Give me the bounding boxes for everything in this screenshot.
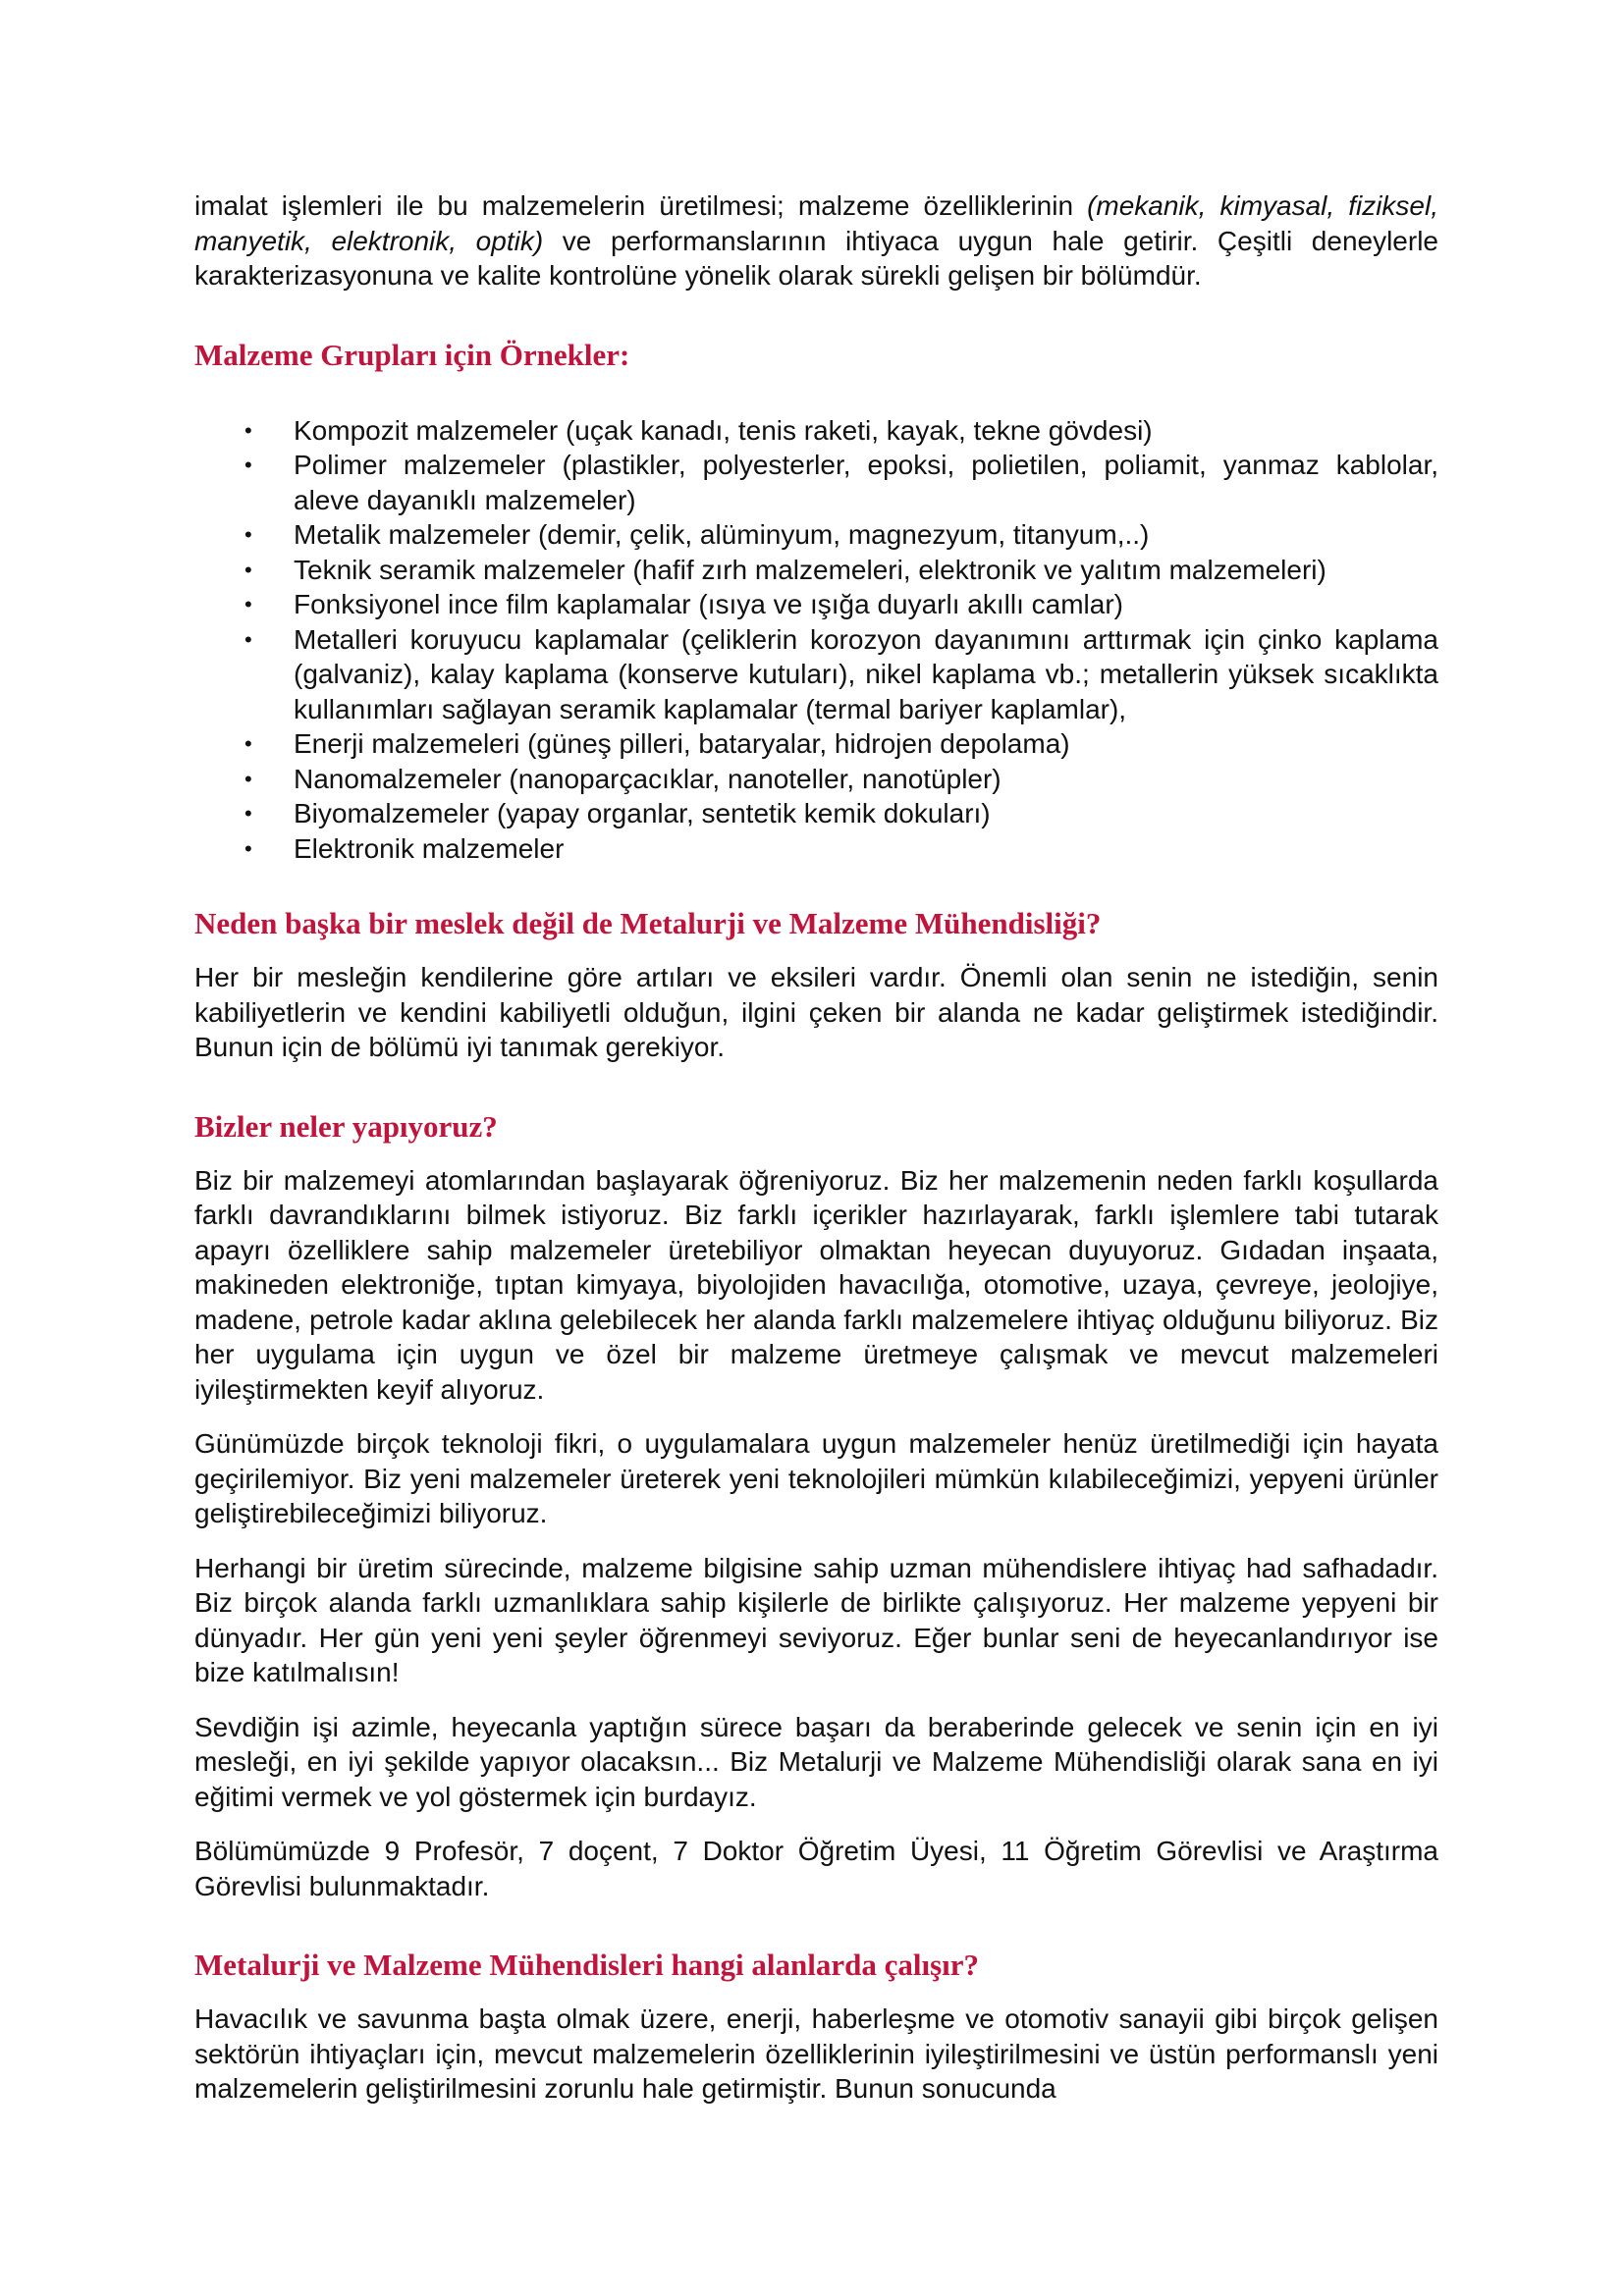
list-item-text: Polimer malzemeler (plastikler, polyesterler, epoksi, polietilen, poliamit, yanmaz kablolar, aleve dayanıklı malzemeler)	[294, 450, 1438, 515]
bullet-icon: •	[244, 835, 252, 861]
list-item-text: Metalik malzemeler (demir, çelik, alüminyum, magnezyum, titanyum,..)	[294, 519, 1150, 550]
list-item-text: Enerji malzemeleri (güneş pilleri, bataryalar, hidrojen depolama)	[294, 728, 1070, 759]
bullet-icon: •	[244, 731, 252, 756]
list-item-text: Elektronik malzemeler	[294, 832, 565, 864]
list-item	[194, 796, 1438, 831]
intro-paragraph	[194, 188, 1438, 294]
list-item-text: Biyomalzemeler (yapay organlar, sentetik kemik dokuları)	[294, 798, 991, 828]
bullet-icon: •	[244, 592, 252, 616]
what-paragraph-3: Herhangi bir üretim sürecinde, malzeme bilgisine sahip uzman mühendislere ihtiyaç had safhadadır. Biz birçok alanda farklı uzmanlıklara sahip kişilerle de birlikte çalışıyoruz. Her malzeme yepyeni bir dünyadır. Her gün yeni yeni şeyler öğrenmeyi seviyoruz. Eğer bunlar seni de heyecanlandırıyor ise bize katılmalısın!	[194, 1552, 1438, 1687]
list-item	[194, 587, 1438, 622]
bullet-icon: •	[244, 453, 252, 477]
list-item	[194, 413, 1438, 449]
document-page	[194, 188, 1438, 2107]
why-paragraph: Her bir mesleğin kendilerine göre artıları ve eksileri vardır. Önemli olan senin ne istediğin, senin kabiliyetlerin ve kendini kabiliyetli olduğun, ilgini çeken bir alanda ne kadar geliştirmek istediğindir. Bunun için de bölümü iyi tanımak gerekiyor.	[194, 962, 1438, 1062]
list-item	[194, 726, 1438, 762]
list-item-text: Metalleri koruyucu kaplamalar (çeliklerin korozyon dayanımını arttırmak için çinko kaplama (galvaniz), kalay kaplama (konserve kutuları), nikel kaplama vb.; metallerin yüksek sıcaklıkta kullanımları sağlayan seramik kaplamalar (termal bariyer kaplamlar),	[294, 623, 1438, 724]
intro-text-2: ve performanslarının ihtiyaca uygun hale getirir. Çeşitli deneylerle karakterizasyonuna ve kalite kontrolüne yönelik olarak sürekli gelişen bir bölümdür.	[194, 225, 1438, 291]
bullet-icon: •	[244, 522, 252, 547]
bullet-icon: •	[244, 557, 252, 582]
heading-why-this-profession: Neden başka bir meslek değil de Metalurji ve Malzeme Mühendisliği?	[194, 906, 1102, 940]
bullet-icon: •	[244, 801, 252, 826]
what-paragraph-2: Günümüzde birçok teknoloji fikri, o uygulamalara uygun malzemeler henüz üretilmediği için hayata geçirilemiyor. Biz yeni malzemeler üreterek yeni teknolojileri mümkün kılabileceğimizi, yepyeni ürünler geliştirebileceğimizi biliyoruz.	[194, 1428, 1438, 1528]
list-item	[194, 762, 1438, 797]
what-paragraph-5: Bölümümüzde 9 Profesör, 7 doçent, 7 Doktor Öğretim Üyesi, 11 Öğretim Görevlisi ve Araştırma Görevlisi bulunmaktadır.	[194, 1836, 1438, 1901]
list-item-text: Nanomalzemeler (nanoparçacıklar, nanoteller, nanotüpler)	[294, 763, 1001, 794]
list-item-text: Fonksiyonel ince film kaplamalar (ısıya ve ışığa duyarlı akıllı camlar)	[294, 589, 1123, 619]
list-item	[194, 831, 1438, 867]
list-item	[194, 622, 1438, 727]
what-paragraph-1: Biz bir malzemeyi atomlarından başlayarak öğreniyoruz. Biz her malzemenin neden farklı koşullarda farklı davrandıklarını bilmek istiyoruz. Biz farklı içerikler hazırlayarak, farklı işlemlere tabi tutarak apayrı özelliklere sahip malzemeler üretebiliyor olmaktan heyecan duyuyoruz. Gıdadan inşaata, makineden elektroniğe, tıptan kimyaya, biyolojiden havacılığa, otomotive, uzaya, çevreye, jeolojiye, madene, petrole kadar aklına gelebilecek her alanda farklı malzemelere ihtiyaç olduğunu biliyoruz. Biz her uygulama için uygun ve özel bir malzeme üretmeye çalışmak ve mevcut malzemeleri iyileştirmekten keyif alıyoruz.	[194, 1164, 1438, 1405]
list-item	[194, 517, 1438, 553]
heading-what-we-do: Bizler neler yapıyoruz?	[194, 1108, 498, 1144]
list-item-text: Teknik seramik malzemeler (hafif zırh malzemeleri, elektronik ve yalıtım malzemeleri)	[294, 554, 1326, 585]
list-item-text: Kompozit malzemeler (uçak kanadı, tenis raketi, kayak, tekne gövdesi)	[294, 414, 1153, 446]
heading-material-groups: Malzeme Grupları için Örnekler:	[194, 337, 630, 372]
what-paragraph-4: Sevdiğin işi azimle, heyecanla yaptığın sürece başarı da beraberinde gelecek ve senin için en iyi mesleği, en iyi şekilde yapıyor olacaksın... Biz Metalurji ve Malzeme Mühendisliği olarak sana en iyi eğitimi vermek ve yol göstermek için burdayız.	[194, 1711, 1438, 1812]
bullet-icon: •	[244, 766, 252, 791]
heading-where-they-work: Metalurji ve Malzeme Mühendisleri hangi alanlarda çalışır?	[194, 1948, 980, 1982]
list-item	[194, 448, 1438, 517]
list-item	[194, 553, 1438, 588]
bullet-icon: •	[244, 417, 252, 443]
bullet-icon: •	[244, 626, 252, 652]
intro-text-1: imalat işlemleri ile bu malzemelerin üretilmesi; malzeme özelliklerinin	[194, 190, 1088, 221]
material-groups-list	[194, 413, 1438, 867]
where-paragraph: Havacılık ve savunma başta olmak üzere, enerji, haberleşme ve otomotiv sanayii gibi birçok gelişen sektörün ihtiyaçları için, mevcut malzemelerin özelliklerinin iyileştirilmesini ve üstün performanslı yeni malzemelerin geliştirilmesini zorunlu hale getirmiştir. Bunun sonucunda	[194, 2003, 1438, 2104]
intro-italic-text: (mekanik, kimyasal, fiziksel, manyetik, elektronik, optik)	[194, 190, 1438, 256]
